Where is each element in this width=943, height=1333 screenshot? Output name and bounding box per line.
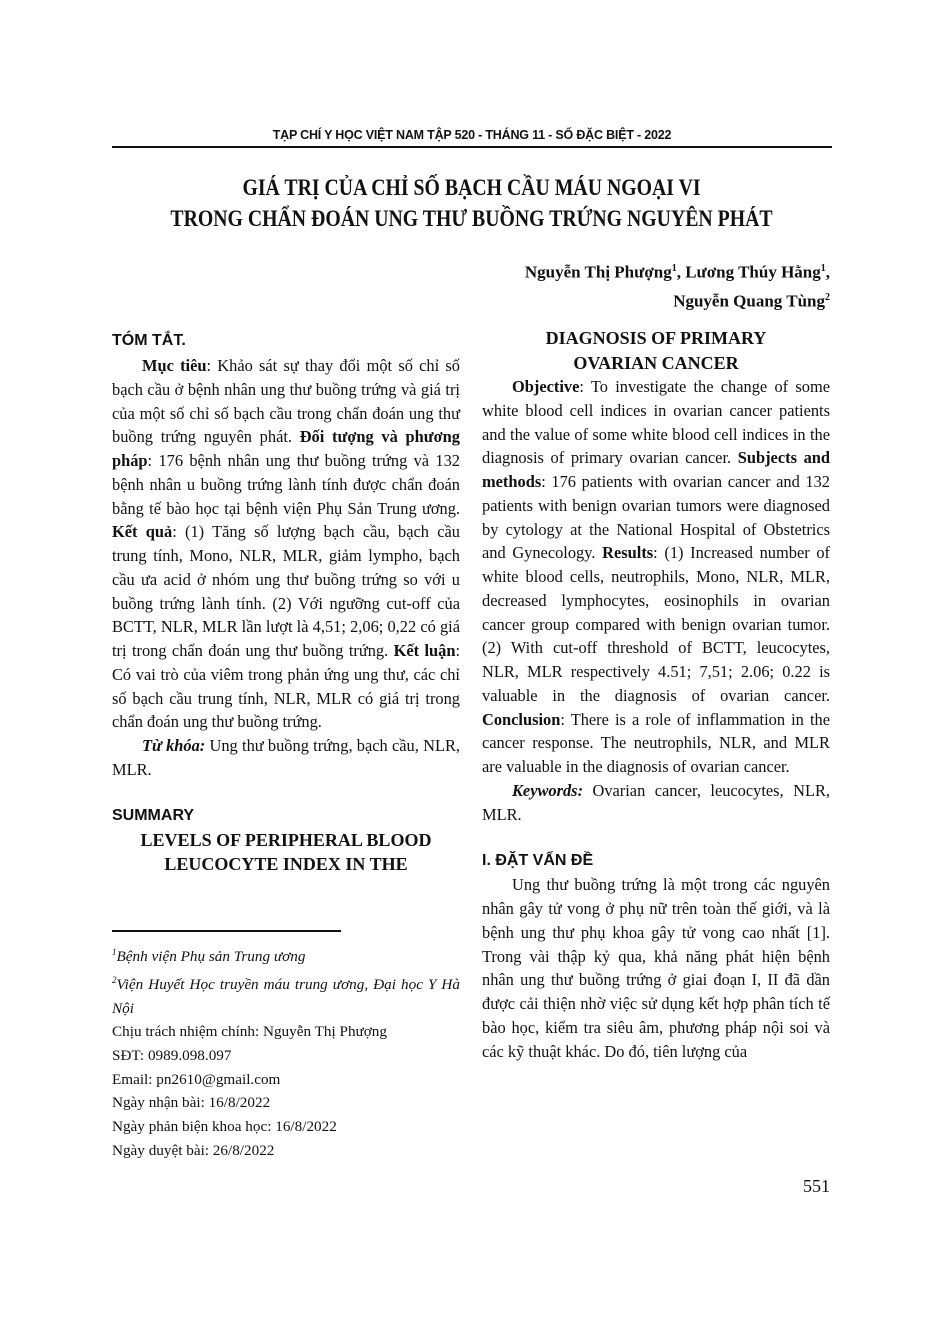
label-results: Kết quả xyxy=(112,522,173,542)
label-conclusion: Kết luận xyxy=(393,641,456,660)
keywords xyxy=(112,734,460,782)
article-title xyxy=(60,172,883,234)
abstract-vietnamese xyxy=(112,329,460,877)
author-separator: , xyxy=(825,262,830,282)
keywords-text: Ung thư buồng trứng, bạch cầu, NLR, MLR. xyxy=(112,736,460,779)
section-heading: I. ĐẶT VẤN ĐỀ xyxy=(482,852,594,870)
text-objective: : Khảo sát sự thay đổi một số chỉ số bạch cầu ở bệnh nhân ung thư buồng trứng và giá trị của một số chỉ số bạch cầu trong chẩn đoán ung thư buồng trứng nguyên phát. xyxy=(112,356,460,447)
keywords-text: Ovarian cancer, leucocytes, NLR, MLR. xyxy=(482,780,830,824)
date-received: Ngày nhận bài: 16/8/2022 xyxy=(112,1094,271,1112)
header-rule xyxy=(112,146,832,148)
label-objective: Objective xyxy=(512,377,580,396)
abstract-english xyxy=(482,326,830,1063)
summary-heading: SUMMARY xyxy=(112,806,195,824)
english-title-line: OVARIAN CANCER xyxy=(573,352,739,373)
english-title-line: DIAGNOSIS OF PRIMARY xyxy=(545,328,767,348)
text-objective: : To investigate the change of some white blood cell indices in ovarian cancer patients and the value of some white blood cell indices in the diagnosis of primary ovarian cancer. xyxy=(482,377,830,468)
author-list xyxy=(525,256,830,313)
phone: SĐT: 0989.098.097 xyxy=(112,1046,232,1064)
running-header: TẠP CHÍ Y HỌC VIỆT NAM TẬP 520 - THÁNG 11 - SỐ ĐẶC BIỆT - 2022 xyxy=(272,128,672,142)
label-methods: Đối tượng và phương pháp xyxy=(112,427,460,470)
affiliation: Bệnh viện Phụ sản Trung ương xyxy=(116,948,306,966)
keywords-label: Từ khóa: xyxy=(142,736,206,755)
corresponding-author: Chịu trách nhiệm chính: Nguyễn Thị Phượng xyxy=(112,1023,387,1041)
english-title-line: LEVELS OF PERIPHERAL BLOOD xyxy=(140,829,432,850)
section-paragraph: Ung thư buồng trứng là một trong các nguyên nhân gây tử vong ở phụ nữ trên toàn thế giới, và là bệnh ung thư phụ khoa gây tử vong cao nhất [1]. Trong vài thập kỷ qua, khả năng phát hiện bệnh nhân ung thư buồng trứng ở giai đoạn I, II đã dần được cải thiện nhờ việc sử dụng kết hợp phân tích tế bào học, kiểm tra siêu âm, phương pháp nội soi và các kỹ thuật khác. Do đó, tiên lượng của xyxy=(482,875,830,1061)
label-methods: Subjects and methods xyxy=(482,448,831,491)
text-conclusion: : Có vai trò của viêm trong phản ứng ung thư, các chỉ số bạch cầu trung tính, NLR, MLR có giá trị trong chẩn đoán ung thư buồng trứng. xyxy=(112,641,460,732)
keywords xyxy=(482,779,830,827)
label-objective: Mục tiêu xyxy=(142,356,207,375)
title-line: TRONG CHẨN ĐOÁN UNG THƯ BUỒNG TRỨNG NGUYÊN PHÁT xyxy=(170,206,773,231)
summary-paragraph xyxy=(482,375,830,779)
abstract-heading: TÓM TẮT. xyxy=(112,332,186,349)
page-number: 551 xyxy=(803,1176,830,1196)
date-accepted: Ngày duyệt bài: 26/8/2022 xyxy=(112,1141,275,1159)
text-conclusion: : There is a role of inflammation in the cancer response. The neutrophils, NLR, and MLR are valuable in the diagnosis of ovarian cancer. xyxy=(482,709,830,776)
affiliation: Viện Huyết Học truyền máu trung ương, Đại học Y Hà Nội xyxy=(112,975,460,1017)
keywords-label: Keywords: xyxy=(512,780,584,800)
title-line: GIÁ TRỊ CỦA CHỈ SỐ BẠCH CẦU MÁU NGOẠI VI xyxy=(242,175,701,200)
footnote-number: 1 xyxy=(112,947,117,957)
english-title-continued xyxy=(482,326,830,375)
abstract-paragraph xyxy=(112,354,460,734)
author-name: Nguyễn Thị Phượng xyxy=(524,262,672,282)
author-affiliation: 1 xyxy=(671,263,677,274)
author-name: Nguyễn Quang Tùng xyxy=(673,291,825,311)
author-affiliation: 2 xyxy=(825,291,830,303)
author-name: Lương Thúy Hằng xyxy=(685,262,821,282)
text-results: : (1) Tăng số lượng bạch cầu, bạch cầu trung tính, Mono, NLR, MLR, giảm lympho, bạch cầu ưa acid ở nhóm ung thư buồng trứng so với u buồng trứng lành tính. (2) Với ngưỡng cut-off của BCTT, NLR, MLR lần lượt là 4,51; 2,06; 0,22 có giá trị trong chẩn đoán ung thư buồng trứng. xyxy=(112,522,460,660)
english-title-line: LEUCOCYTE INDEX IN THE xyxy=(164,854,408,874)
text-methods: : 176 bệnh nhân ung thư buồng trứng và 132 bệnh nhân u buồng trứng lành tính được chẩn đoán bằng tế bào học tại bệnh viện Phụ Sản Trung ương. xyxy=(112,451,460,518)
author-affiliation: 1 xyxy=(820,263,826,274)
english-title xyxy=(112,828,460,877)
label-conclusion: Conclusion xyxy=(482,709,561,729)
footnotes xyxy=(112,941,460,1162)
text-methods: : 176 patients with ovarian cancer and 132 patients with benign ovarian tumors were diagnosed by cytology at the National Hospital of Obstetrics and Gynecology. xyxy=(482,472,830,563)
footnote-number: 2 xyxy=(112,974,117,985)
author-separator: , xyxy=(676,262,686,282)
date-reviewed: Ngày phản biện khoa học: 16/8/2022 xyxy=(112,1118,337,1136)
email: Email: pn2610@gmail.com xyxy=(112,1070,281,1088)
footnote-rule xyxy=(112,930,341,932)
label-results: Results xyxy=(602,543,654,563)
text-results: : (1) Increased number of white blood cells, neutrophils, Mono, NLR, MLR, decreased lymphocytes, eosinophils in ovarian cancer group compared with benign ovarian tumor. (2) With cut-off threshold of BCTT, leucocytes, NLR, MLR respectively 4.51; 7,51; 2.06; 0.22 is valuable in the diagnosis of ovarian cancer. xyxy=(482,543,830,705)
